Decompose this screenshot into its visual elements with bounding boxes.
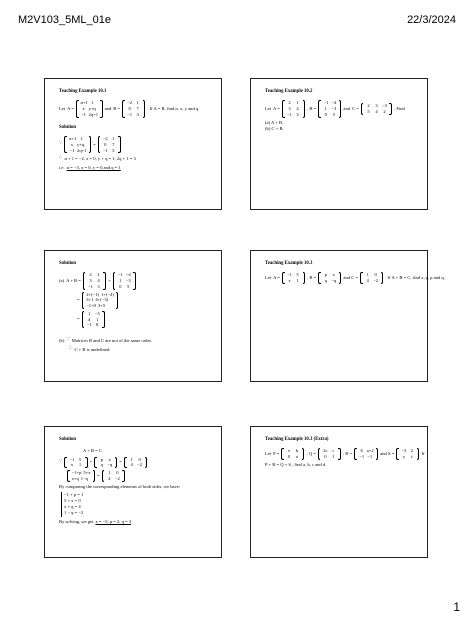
bracket-right [389, 103, 392, 114]
matrix-body [100, 136, 118, 153]
equation: A + B = C [83, 448, 102, 454]
matrix-cell: x [287, 448, 290, 454]
matrix-body [115, 272, 133, 289]
matrix-cell: 4 [97, 278, 100, 284]
matrix-cell: −1 [287, 272, 292, 278]
matrix-cell: 1 [108, 470, 111, 476]
matrix-cell: 3 [288, 106, 291, 112]
statement-tail: . If A + B = C, find x, y, p and q. [385, 275, 445, 281]
matrix [281, 448, 304, 459]
matrix-cell: 0 [119, 283, 122, 289]
matrix-cell: 3 [97, 283, 100, 289]
matrix-body [284, 448, 302, 459]
matrix [318, 448, 341, 459]
matrix-body [357, 448, 376, 459]
bracket-right [89, 136, 92, 153]
bracket-right [376, 448, 379, 459]
bracket-right [133, 272, 136, 289]
matrix-cell: 0 [287, 454, 290, 460]
matrix-cell: 5+x [83, 470, 91, 476]
matrix-body [84, 292, 116, 309]
matrix-body [320, 448, 338, 459]
matrix-cell: 1 [366, 272, 369, 278]
solving-line [59, 519, 213, 525]
and-label: and [343, 105, 351, 111]
matrix-body [79, 100, 100, 117]
statement-tail: . If A = B, find α, x, y and q. [147, 105, 200, 111]
matrix [354, 448, 378, 459]
bracket-right [339, 272, 342, 283]
matrix-cell: 2q+1 [88, 111, 99, 117]
therefore-symbol: ∴ [59, 155, 63, 162]
bracket-right [115, 457, 118, 468]
matrix [282, 272, 305, 283]
bracket-right [302, 448, 305, 459]
part-label: (b) [59, 337, 65, 343]
matrix-cell: 2+(−1) [86, 291, 100, 297]
matrix-row [86, 284, 102, 290]
equals-sign: = [93, 141, 96, 147]
matrix-cell: x+q [71, 475, 79, 481]
matrix-body [127, 457, 145, 468]
matrix-cell: 1 [91, 100, 94, 106]
document-date: 22/3/2024 [407, 14, 456, 26]
matrix-cell: 1 [136, 100, 139, 106]
slide-title: Teaching Example 10.3 (Extra) [265, 437, 329, 442]
because-symbol: ∵ [59, 141, 63, 148]
matrix-cell: 4 [88, 316, 91, 322]
matrix-cell: −3 [382, 103, 387, 109]
matrix-cell: 7 [112, 141, 115, 147]
matrix [82, 292, 119, 309]
slide-title: Teaching Example 10.2 [265, 89, 313, 94]
matrix-cell: 1 [80, 136, 83, 142]
matrix-cell: −2 [102, 136, 108, 142]
example-statement: Let A = α+1 1 x y+q −1 2q+1 and B = −2 1 0 7 −1 3 . If A = B, find α, x, y and q. [59, 100, 200, 117]
matrix-row [68, 148, 87, 154]
matrix-row [400, 454, 416, 460]
matrix-row [285, 454, 301, 460]
matrix-cell: 3 [89, 278, 92, 284]
matrix-body [363, 103, 389, 114]
answer-text: α = −3, x = 0, y = 0 and q = 1 [66, 164, 121, 170]
matrix-cell: −1 [117, 272, 123, 278]
matrix-cell: c [410, 454, 413, 460]
matrix-cell: 4 [366, 278, 369, 284]
matrix-cell: 7 [136, 106, 139, 112]
matrix [122, 100, 145, 117]
matrix-cell: b [295, 448, 298, 454]
matrix-cell: 3 [136, 111, 139, 117]
expression: A + B = [66, 277, 81, 283]
page-number: 1 [453, 600, 460, 614]
matrix-row [105, 476, 121, 482]
matrix-cell: 1−q [80, 475, 88, 481]
matrix-body [321, 272, 339, 283]
system-equation: 5 + x = 0 [64, 497, 81, 503]
matrix-cell: −q [331, 278, 337, 284]
let-label: Let [59, 105, 66, 111]
sum-step: = 2+(−1) 1+(−4) 3+1 4+(−3) −1+0 3+5 [59, 292, 213, 309]
matrix-row [322, 112, 338, 118]
matrix-cell: −1 [69, 147, 75, 153]
matrix-cell: 2q+1 [77, 147, 87, 153]
matrix-row [116, 284, 132, 290]
bracket-right [303, 272, 306, 283]
matrix-cell: 1 [96, 316, 99, 322]
matrix-cell: −1 [367, 454, 373, 460]
matrix-cell: −2 [127, 100, 133, 106]
matrix-row [80, 112, 99, 118]
matrix [124, 457, 147, 468]
matrix-cell: 3+1 [86, 297, 94, 303]
matrix-cell: 5 [296, 272, 299, 278]
matrix-cell: x [332, 272, 335, 278]
matrix-cell: 2c [323, 448, 328, 454]
matrix [102, 470, 125, 481]
let-label: Let [265, 105, 272, 111]
slide-4 [250, 250, 445, 382]
matrix-cell: 0 [128, 106, 131, 112]
matrix-cell: 1 [296, 278, 299, 284]
solution-equation [59, 136, 213, 153]
matrix-cell: 1 [130, 456, 133, 462]
matrix-cell: 2 [367, 103, 370, 109]
bracket-right [118, 136, 121, 153]
matrix-cell: 4 [296, 106, 299, 112]
matrix-cell: −1 [102, 147, 108, 153]
matrix [64, 457, 87, 468]
matrix [82, 311, 105, 328]
and-label: and [104, 105, 112, 111]
document-title: M2V103_5ML_01e [18, 14, 111, 26]
matrix [83, 272, 106, 289]
matrix-row [126, 112, 142, 118]
matrix [113, 272, 136, 289]
matrix [282, 100, 305, 117]
matrix-cell: −2 [137, 462, 143, 468]
matrix-row [286, 278, 302, 284]
equation-line [59, 448, 213, 454]
slide-6 [250, 426, 428, 558]
matrix [318, 272, 341, 283]
matrix-cell: 0 [374, 272, 377, 278]
bracket-right [338, 448, 341, 459]
matrix-cell: 2 [410, 448, 414, 454]
matrix [98, 136, 121, 153]
matrix-row [322, 278, 338, 284]
find-label: . Find [394, 105, 405, 111]
matrix-row [128, 462, 144, 468]
matrix-cell: 3+5 [97, 303, 106, 309]
matrix [76, 100, 103, 117]
matrix-cell: 1 [332, 454, 335, 460]
matrix-cell: x [288, 278, 291, 284]
slide-3 [44, 250, 222, 382]
let-label: Let [265, 451, 272, 457]
system-equation: −1 + p = 1 [64, 491, 84, 497]
matrix-cell: −1 [86, 322, 92, 328]
matrix [318, 100, 341, 117]
matrix-body [85, 272, 103, 289]
matrix-row [85, 322, 101, 328]
sum-result: = 1 −3 4 1 −1 8 [59, 311, 213, 328]
matrix-cell: −2 [114, 475, 120, 481]
part-b: (b) C + B. [265, 125, 284, 131]
matrix-cell: a [295, 454, 298, 460]
matrix-cell: p [324, 272, 327, 278]
matrix-cell: p [100, 456, 103, 462]
matrix-cell: y+q [88, 106, 96, 112]
matrix [64, 136, 91, 153]
matrix-cell: −1+0 [86, 303, 96, 309]
matrix-body [285, 272, 303, 283]
matrix-cell: x [70, 462, 74, 468]
bracket-right [85, 457, 88, 468]
matrix-cell: −1 [287, 111, 292, 117]
matrix-row [358, 454, 375, 460]
matrix-body [321, 100, 339, 117]
statement-tail: If [421, 451, 425, 457]
solution-text: α + 1 = −2, x = 0, y + q = 1, 2q + 1 = 3 [64, 155, 136, 161]
solution-heading: Solution [59, 437, 77, 442]
matrix-cell: 2 [89, 272, 92, 278]
slide-title: Teaching Example 10.3 [265, 261, 313, 266]
bracket-right [100, 100, 103, 117]
solution-answer [59, 165, 213, 171]
matrix-cell: 5 [367, 109, 370, 115]
matrix-cell: −1 [69, 456, 75, 462]
matrix-cell: 8 [96, 322, 99, 328]
matrix-row [321, 454, 337, 460]
bracket-right [339, 100, 342, 117]
matrix-cell: −2 [373, 278, 379, 284]
bracket-right [102, 311, 105, 328]
matrix-cell: a+2 [366, 448, 374, 454]
system-equation: 1 − q = −2 [64, 510, 84, 516]
slide-1 [44, 78, 222, 210]
part-b-conclusion: C + B is undefined. [74, 346, 111, 352]
matrix-cell: −1 [81, 111, 86, 117]
matrix-cell: x [82, 106, 85, 112]
matrix-body [125, 100, 143, 117]
bracket-right [122, 470, 125, 481]
matrix-row [101, 148, 117, 154]
system-equation: x + q = 4 [64, 504, 81, 510]
matrix-cell: −3 [401, 448, 407, 454]
matrix-cell: 4 [375, 109, 378, 115]
matrix-cell: 1 [296, 100, 299, 106]
bracket-right [93, 470, 96, 481]
solution-heading: Solution [59, 124, 77, 130]
matrix [94, 457, 117, 468]
matrix-body [67, 457, 85, 468]
bracket-right [145, 457, 148, 468]
matrix-body [70, 470, 93, 481]
slide-title: Teaching Example 10.1 [59, 89, 107, 94]
ie-label: i.e. [59, 164, 65, 170]
matrix-body [84, 311, 102, 328]
bracket-right [417, 448, 420, 459]
bracket-right [116, 292, 119, 309]
matrix-cell: c [332, 448, 335, 454]
matrix-cell: −1 [359, 454, 365, 460]
matrix-cell: 5 [332, 111, 335, 117]
matrix-cell: α+1 [69, 136, 77, 142]
matrix-cell: 5 [78, 456, 82, 462]
matrix-cell: 1 [324, 106, 327, 112]
matrix-cell: y+q [77, 141, 85, 147]
matrix [361, 103, 392, 114]
example-statement: Let A = 2 1 3 4 −1 3 , B = −1 −4 1 −3 0 5 and C = 2 3 −3 5 4 2 . Find [265, 100, 405, 117]
matrix-cell: −4 [125, 272, 131, 278]
matrix-body [399, 448, 417, 459]
matrix-cell: −1 [127, 111, 133, 117]
matrix [396, 448, 419, 459]
matrix-cell: y [402, 454, 406, 460]
sum-line: (a) A + B = 2 1 3 4 −1 3 + −1 −4 1 −3 0 5 [59, 272, 213, 289]
matrix-equation: ∵ −1 5 x 1 + p x q −q = 1 0 4 −2 [59, 457, 213, 468]
matrix-cell: x [108, 456, 111, 462]
matrix-cell: q [324, 278, 327, 284]
part-b-line-1: (b) ∵ Matrices B and C are not of the same order. [59, 337, 152, 344]
bracket-right [303, 100, 306, 117]
bracket-right [381, 272, 384, 283]
matrix-row [364, 278, 380, 284]
matrix-row [364, 109, 388, 115]
matrix-cell: α+1 [80, 100, 88, 106]
matrix-cell: −3 [125, 278, 131, 284]
solution-line [59, 155, 213, 162]
matrix-cell: 0 [324, 111, 327, 117]
matrix-row [85, 303, 115, 309]
compare-text: By comparing the corresponding elements of both sides, we have: [59, 483, 181, 489]
matrix-cell: 2 [288, 100, 291, 106]
matrix-cell: 3 [296, 111, 299, 117]
matrix-cell: 2 [383, 109, 386, 115]
matrix-cell: −3 [331, 106, 337, 112]
matrix-row [71, 476, 92, 482]
matrix [360, 272, 383, 283]
matrix-cell: 4 [130, 462, 133, 468]
matrix-cell: 1 [88, 310, 91, 316]
matrix-row [68, 462, 84, 468]
slide-5 [44, 426, 222, 558]
matrix-cell: q [100, 462, 103, 468]
bracket-right [143, 100, 146, 117]
matrix-cell: −1 [88, 283, 93, 289]
equation-system [61, 492, 213, 517]
matrix-body [67, 136, 88, 153]
matrix-row [98, 462, 114, 468]
matrix-row [286, 112, 302, 118]
matrix-cell: 0 [324, 454, 327, 460]
example-statement: Let P = x b 0 a , Q = 2c c 0 1 , R = 6 a+2 −1 −1 and S = −3 2 y c If [265, 448, 425, 460]
slide-2 [250, 78, 428, 210]
answer-text: x = −5, p = 2, q = 3 [95, 518, 132, 524]
matrix-body [285, 100, 303, 117]
matrix-body [363, 272, 381, 283]
matrix-cell: −3 [94, 310, 100, 316]
part-label: (a) [59, 277, 65, 283]
let-label: Let [265, 275, 272, 281]
part-a: (a) A + B, [265, 119, 284, 125]
matrix-cell: −q [107, 462, 113, 468]
matrix-cell: 1 [119, 278, 122, 284]
matrix-cell: 3 [112, 147, 115, 153]
matrix-cell: 1 [112, 136, 115, 142]
matrix-body [97, 457, 115, 468]
matrix-cell: −4 [331, 100, 337, 106]
matrix-cell: 1 [97, 272, 100, 278]
matrix-sum: −1+p 5+x x+q 1−q = 1 0 4 −2 [59, 470, 213, 481]
matrix-cell: 1+(−4) [101, 291, 114, 297]
example-statement: Let A = −1 5 x 1 , B = p x q −q and C = 1 0 4 −2 . If A + B = C, find x, y, p and q. [265, 272, 445, 284]
matrix-cell: −1+p [71, 470, 82, 476]
matrix-cell: 1 [78, 462, 82, 468]
part-b-line-2: ∴ C + B is undefined. [69, 346, 111, 353]
bracket-right [103, 272, 106, 289]
matrix-cell: 6 [360, 448, 363, 454]
matrix-cell: 4 [108, 475, 111, 481]
matrix-cell: 5 [127, 283, 130, 289]
matrix-body [104, 470, 122, 481]
part-b-text: Matrices B and C are not of the same order. [71, 337, 152, 343]
statement-line-2: P + R = Q + S , find a, b, c and d. [265, 461, 327, 467]
matrix-cell: x [70, 141, 74, 147]
solving-label: By solving, we get [59, 518, 94, 524]
matrix-cell: 4+(−3) [95, 297, 109, 303]
matrix-cell: 0 [138, 456, 141, 462]
matrix [67, 470, 95, 481]
matrix-cell: −1 [323, 100, 329, 106]
matrix-cell: 0 [116, 470, 119, 476]
matrix-cell: 0 [104, 141, 107, 147]
matrix-cell: 3 [375, 103, 378, 109]
solution-heading: Solution [59, 261, 77, 266]
